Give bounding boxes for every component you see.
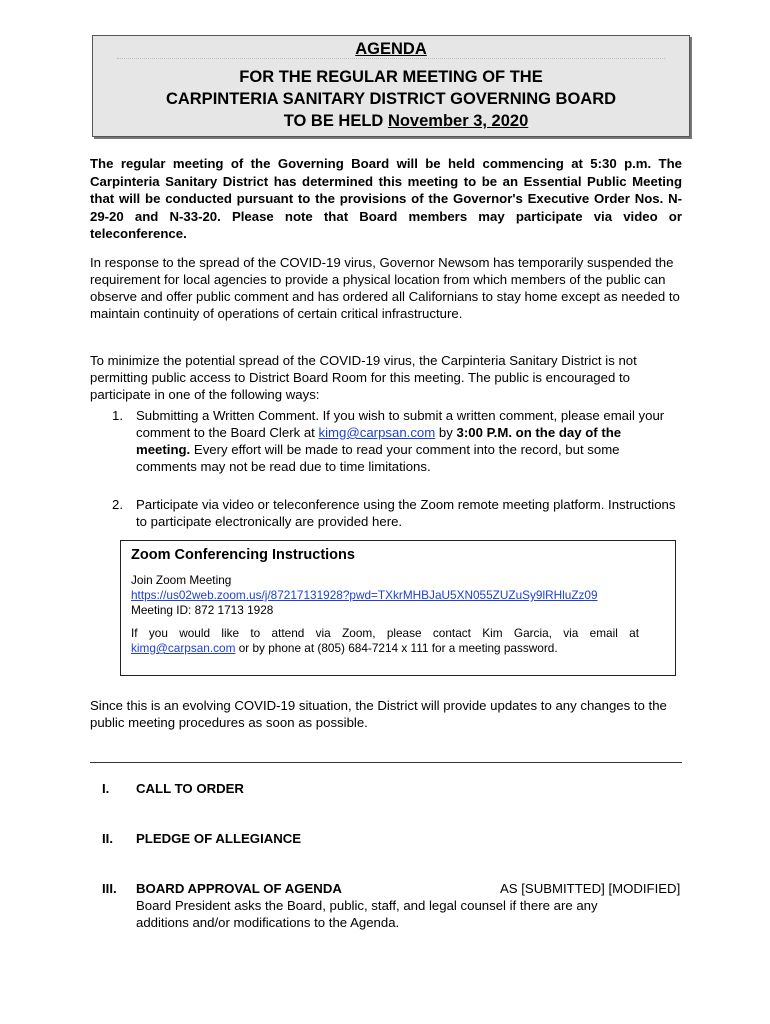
zoom-contact-email-link[interactable]: kimg@carpsan.com [131, 641, 236, 655]
header-line-3-prefix: TO BE HELD [283, 112, 388, 130]
list-item-written-comment [112, 407, 678, 477]
agenda-section-3 [90, 880, 682, 934]
section-number: II. [102, 831, 113, 846]
header-line-2: CARPINTERIA SANITARY DISTRICT GOVERNING BOARD [165, 90, 617, 108]
zoom-contact-line-2 [131, 641, 651, 656]
zoom-instructions-box [120, 540, 676, 676]
item-1-text-b: by [435, 425, 457, 440]
list-item-zoom [112, 496, 678, 532]
list-item-text: Participate via video or teleconference using the Zoom remote meeting platform. Instructions to participate electronically are provided here. [136, 497, 676, 529]
covid-paragraph: In response to the spread of the COVID-19 virus, Governor Newsom has temporarily suspended the requirement for local agencies to provide a physical location from which members of the public can observe and offer public comment and has ordered all Californians to stay home except as needed to maintain continuity of operations of certain critical infrastructure. [90, 255, 680, 321]
agenda-section-1 [90, 780, 682, 798]
zoom-meeting-link[interactable]: https://us02web.zoom.us/j/87217131928?pwd=TXkrMHBJaU5XN055ZUZuSy9lRHluZz09 [131, 588, 598, 602]
zoom-title: Zoom Conferencing Instructions [131, 547, 355, 563]
agenda-header-box [92, 35, 690, 137]
header-line-3 [93, 110, 689, 132]
zoom-contact-line-1: If you would like to attend via Zoom, please contact Kim Garcia, via email at [131, 626, 639, 640]
minimize-paragraph: To minimize the potential spread of the COVID-19 virus, the Carpinteria Sanitary District is not permitting public access to District Board Room for this meeting. The public is encouraged to participate in one of the following ways: [90, 353, 637, 402]
list-number: 2. [112, 497, 123, 512]
evolving-paragraph: Since this is an evolving COVID-19 situation, the District will provide updates to any changes to the public meeting procedures as soon as possible. [90, 698, 667, 730]
list-item-text [136, 407, 678, 475]
section-number: III. [102, 881, 117, 896]
zoom-meeting-id: Meeting ID: 872 1713 1928 [131, 603, 274, 617]
item-1-text-a: Submitting a Written Comment. If you wish to submit a written comment, please email your comment to the Board Clerk at [136, 408, 665, 440]
section-title: PLEDGE OF ALLEGIANCE [136, 831, 302, 846]
meeting-date: November 3, 2020 [387, 112, 529, 130]
header-dotted-rule [117, 58, 665, 59]
clerk-email-link[interactable]: kimg@carpsan.com [318, 425, 436, 440]
zoom-contact-text: or by phone at (805) 684-7214 x 111 for a meeting password. [235, 641, 558, 655]
section-number: I. [102, 781, 110, 796]
section-title: CALL TO ORDER [136, 781, 244, 796]
agenda-status: AS [SUBMITTED] [MODIFIED] [500, 881, 681, 896]
section-description: Board President asks the Board, public, staff, and legal counsel if there are any additions and/or modifications to the Agenda. [136, 898, 598, 930]
comment-deadline: 3:00 P.M. on the day of the meeting. [136, 425, 622, 457]
agenda-section-2 [90, 830, 682, 848]
intro-notice: The regular meeting of the Governing Board will be held commencing at 5:30 p.m. The Carpinteria Sanitary District has determined this meeting to be an Essential Public Meeting that will be conducted pursuant to the provisions of the Governor's Executive Order Nos. N-29-20 and N-33-20. Please note that Board members may participate via video or teleconference. [90, 156, 682, 241]
section-divider [90, 762, 682, 763]
header-line-1: FOR THE REGULAR MEETING OF THE [239, 68, 543, 86]
agenda-title: AGENDA [355, 40, 427, 58]
section-title: BOARD APPROVAL OF AGENDA [136, 881, 342, 896]
item-1-text-c: Every effort will be made to read your comment into the record, but some comments may not be read due to time limitations. [136, 442, 620, 474]
list-number: 1. [112, 408, 123, 423]
zoom-join-label: Join Zoom Meeting [131, 573, 232, 587]
